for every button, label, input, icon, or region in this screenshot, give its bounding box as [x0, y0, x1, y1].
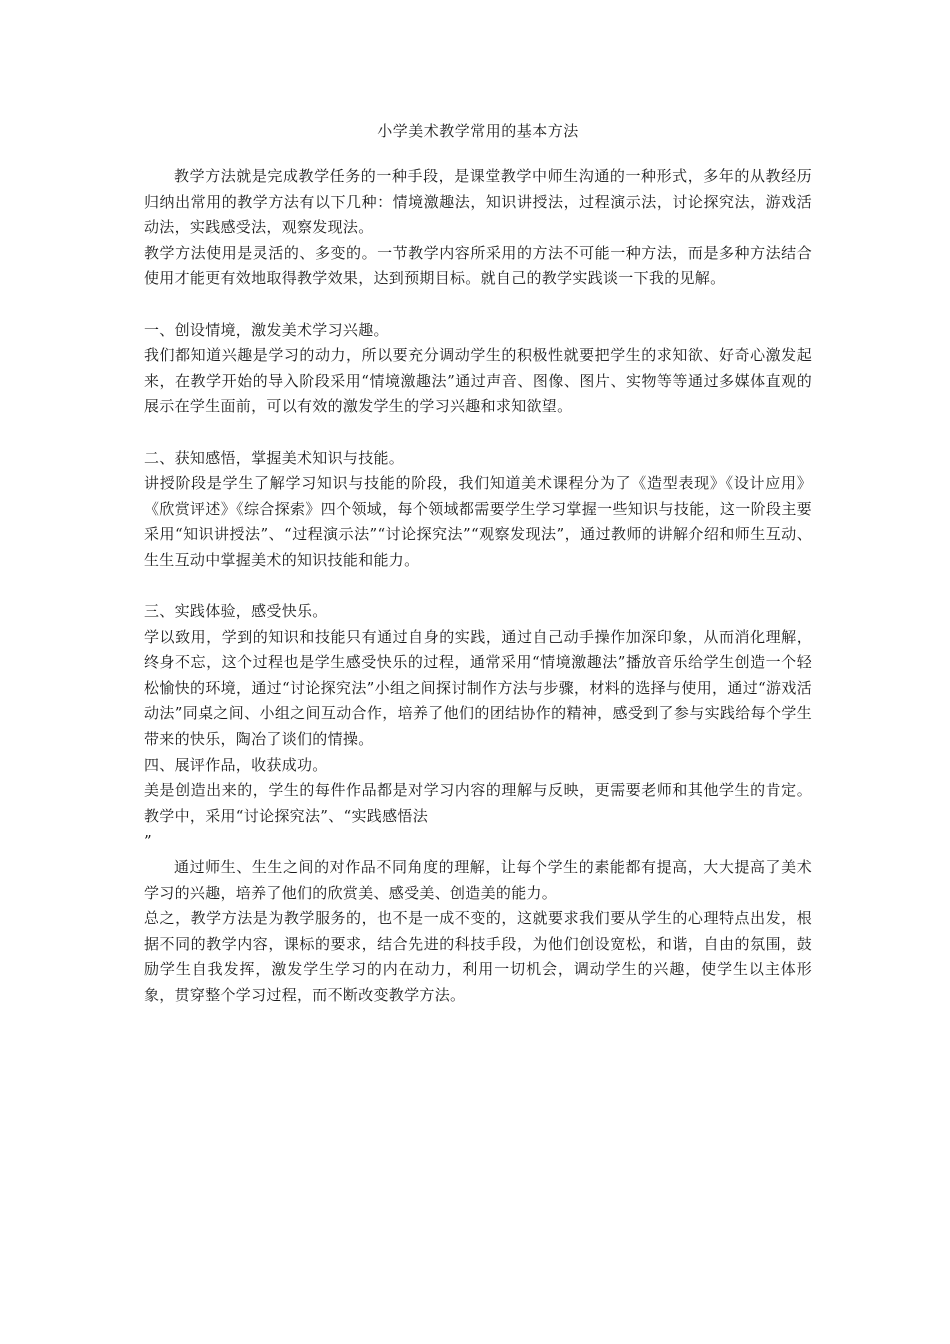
- section-2-heading: 二、获知感悟，掌握美术知识与技能。: [144, 448, 405, 467]
- document-title: 小学美术教学常用的基本方法: [377, 122, 579, 140]
- section-3-body: 学以致用，学到的知识和技能只有通过自身的实践，通过自己动手操作加深印象，从而消化理解，终身不忘，这个过程也是学生感受快乐的过程，通常采用“情境激趣法”播放音乐给学生创造一个轻松愉快的环境，通过“讨论探究法”小组之间探讨制作方法与步骤，材料的选择与使用，通过“游戏活动法”同桌之间、小组之间互动合作，培养了他们的团结协作的精神，感受到了参与实践给每个学生带来的快乐，陶冶了谈们的情操。: [144, 627, 812, 749]
- intro-paragraph-2: 教学方法使用是灵活的、多变的。一节教学内容所采用的方法不可能一种方法，而是多种方法结合使用才能更有效地取得教学效果，达到预期目标。就自己的教学实践谈一下我的见解。: [144, 243, 812, 288]
- conclusion-paragraph: 总之，教学方法是为教学服务的，也不是一成不变的，这就要求我们要从学生的心理特点出发，根据不同的教学内容，课标的要求，结合先进的科技手段，为他们创设宽松，和谐，自由的氛围，鼓励学生自我发挥，激发学生学习的内在动力，利用一切机会，调动学生的兴趣，使学生以主体形象，贯穿整个学习过程，而不断改变教学方法。: [144, 909, 812, 1004]
- section-1-body: 我们都知道兴趣是学习的动力，所以要充分调动学生的积极性就要把学生的求知欲、好奇心激发起来，在教学开始的导入阶段采用“情境激趣法”通过声音、图像、图片、实物等等通过多媒体直观的展示在学生面前，可以有效的激发学生的学习兴趣和求知欲望。: [144, 346, 812, 416]
- document-page: [144, 118, 812, 1009]
- section-4-closing-quote: ”: [144, 832, 152, 851]
- section-4-body: 美是创造出来的，学生的每件作品都是对学习内容的理解与反映，更需要老师和其他学生的肯定。教学中，采用“讨论探究法”、“实践感悟法: [144, 781, 812, 825]
- intro-paragraph-1: 教学方法就是完成教学任务的一种手段，是课堂教学中师生沟通的一种形式，多年的从教经历归纳出常用的教学方法有以下几种：情境激趣法，知识讲授法，过程演示法，讨论探究法，游戏活动法，实践感受法，观察发现法。: [144, 167, 812, 237]
- section-1-heading: 一、创设情境，激发美术学习兴趣。: [144, 320, 389, 339]
- section-4-heading: 四、展评作品，收获成功。: [144, 755, 328, 774]
- paragraph-spacer: [144, 574, 812, 600]
- section-4-body-continued: 通过师生、生生之间的对作品不同角度的理解，让每个学生的素能都有提高，大大提高了美术学习的兴趣，培养了他们的欣赏美、感受美、创造美的能力。: [144, 858, 812, 902]
- section-3-heading: 三、实践体验，感受快乐。: [144, 602, 328, 621]
- paragraph-spacer: [144, 292, 812, 318]
- paragraph-spacer: [144, 420, 812, 446]
- section-2-body: 讲授阶段是学生了解学习知识与技能的阶段，我们知道美术课程分为了《造型表现》《设计应用》《欣赏评述》《综合探索》四个领域，每个领域都需要学生学习掌握一些知识与技能，这一阶段主要采用“知识讲授法”、“过程演示法”“讨论探究法”“观察发现法”，通过教师的讲解介绍和师生互动、生生互动中掌握美术的知识技能和能力。: [144, 474, 812, 569]
